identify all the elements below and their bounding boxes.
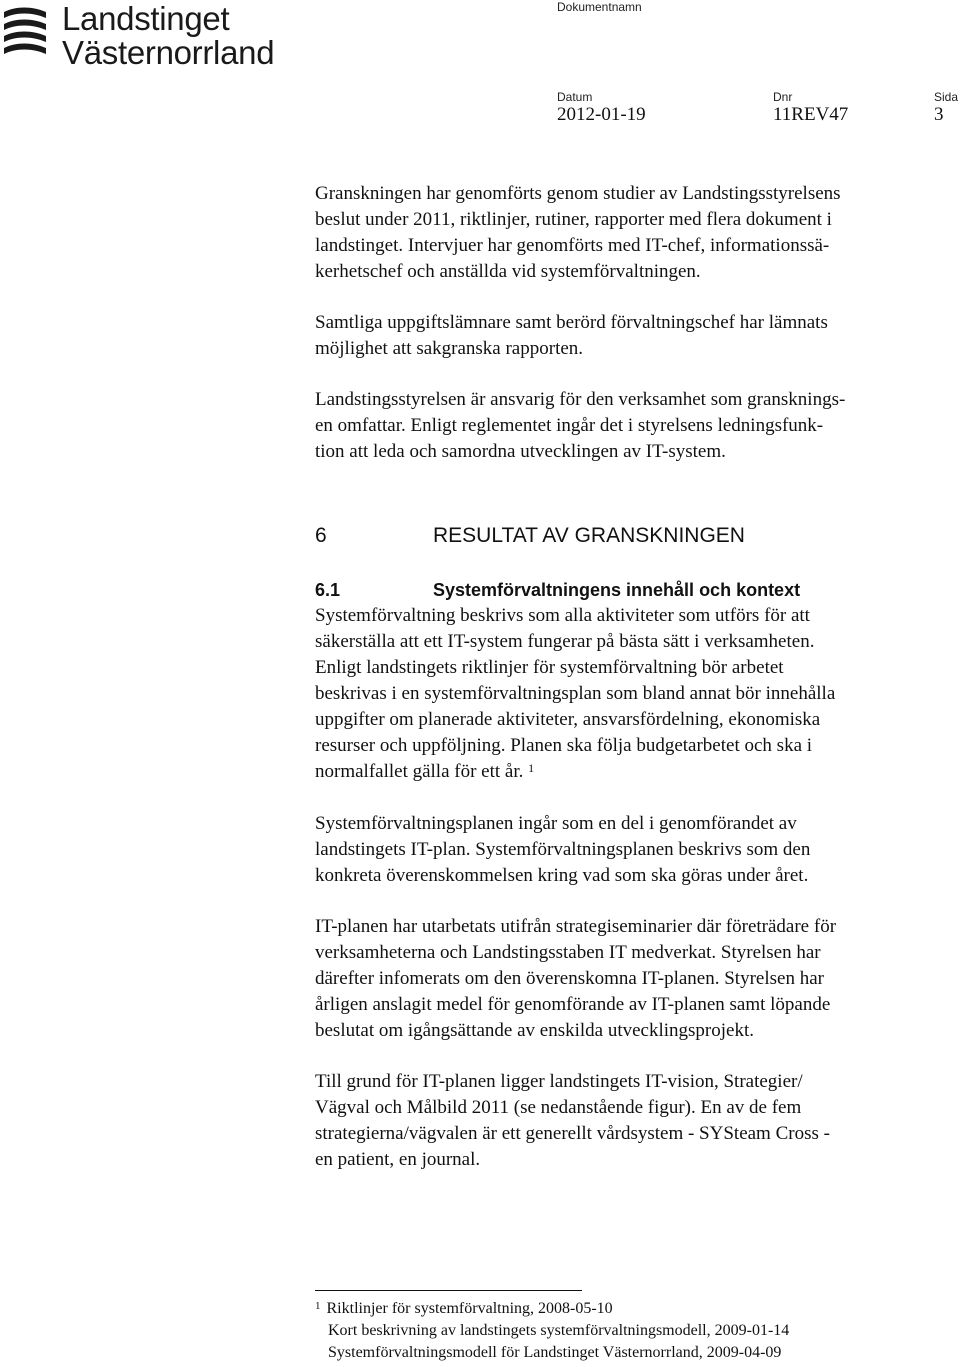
text-line [315, 759, 930, 785]
footnote-reference[interactable]: 1 [528, 761, 535, 775]
section-6-1-heading [315, 580, 800, 601]
text-line: kerhetschef och anställda vid systemförvaltningen. [315, 261, 701, 282]
logo-text-line2: Västernorrland [62, 34, 275, 71]
text-line: verksamheterna och Landstingsstaben IT medverkat. Styrelsen har [315, 942, 821, 963]
text-line: beslut under 2011, riktlinjer, rutiner, rapporter med flera dokument i [315, 209, 832, 230]
section-number: 6 [315, 524, 327, 547]
text-line: Enligt landstingets riktlinjer för systemförvaltning bör arbetet [315, 657, 784, 678]
footnote-divider [315, 1290, 582, 1291]
text-line: landstinget. Intervjuer har genomförts med IT-chef, informationssä- [315, 235, 830, 256]
section-6-1-paragraph-3 [315, 914, 930, 1044]
text-line: säkerställa att ett IT-system fungerar på bästa sätt i verksamheten. [315, 631, 815, 652]
text-line: Systemförvaltningsplanen ingår som en del i genomförandet av [315, 813, 797, 834]
section-6-1-paragraph-1 [315, 603, 930, 785]
landstinget-logo-icon [2, 4, 48, 62]
text-line: därefter infomerats om den överenskomna IT-planen. Styrelsen har [315, 968, 824, 989]
text-line: Systemförvaltning beskrivs som alla aktiviteter som utförs för att [315, 605, 810, 626]
section-6-1-paragraph-4 [315, 1069, 930, 1173]
subsection-number: 6.1 [315, 580, 341, 600]
text-line: Till grund för IT-planen ligger landstingets IT-vision, Strategier/ [315, 1071, 803, 1092]
section-6-heading [315, 524, 745, 548]
text-line: landstingets IT-plan. Systemförvaltningsplanen beskrivs som den [315, 839, 811, 860]
text-line: årligen anslagit medel för genomförande av IT-planen samt löpande [315, 994, 831, 1015]
footnote-marker: 1 [315, 1300, 321, 1312]
text-line: konkreta överenskommelsen kring vad som ska göras under året. [315, 865, 809, 886]
intro-paragraph-1 [315, 181, 930, 285]
footnote-line: Systemförvaltningsmodell för Landstinget Västernorrland, 2009-04-09 [328, 1344, 782, 1361]
text-line: Samtliga uppgiftslämnare samt berörd förvaltningschef har lämnats [315, 312, 828, 333]
text-line: Granskningen har genomförts genom studier av Landstingsstyrelsens [315, 183, 841, 204]
text-line: resurser och uppföljning. Planen ska följa budgetarbetet och ska i [315, 735, 813, 756]
date-label: Datum [557, 90, 593, 104]
text-line: en omfattar. Enligt reglementet ingår det i styrelsens ledningsfunk- [315, 415, 824, 436]
text-segment: normalfallet gälla för ett år. [315, 761, 524, 782]
dnr-label: Dnr [773, 90, 793, 104]
text-line: möjlighet att sakgranska rapporten. [315, 338, 584, 359]
section-title: RESULTAT AV GRANSKNINGEN [433, 524, 745, 547]
footnote-line [315, 1298, 789, 1320]
footnote-line: Kort beskrivning av landstingets systemförvaltningsmodell, 2009-01-14 [328, 1322, 790, 1339]
intro-paragraph-2 [315, 310, 930, 362]
document-name-label: Dokumentnamn [557, 0, 642, 14]
text-line: uppgifter om planerade aktiviteter, ansvarsfördelning, ekonomiska [315, 709, 821, 730]
text-line: beskrivas i en systemförvaltningsplan som bland annat bör innehålla [315, 683, 836, 704]
footnote-block [315, 1298, 789, 1364]
page-number: 3 [934, 104, 944, 125]
text-line: Vägval och Målbild 2011 (se nedanstående figur). En av de fem [315, 1097, 802, 1118]
text-line: tion att leda och samordna utvecklingen av IT-system. [315, 441, 726, 462]
section-6-1-paragraph-2 [315, 811, 930, 889]
subsection-title: Systemförvaltningens innehåll och kontext [433, 580, 801, 600]
text-line: strategierna/vägvalen är ett generellt vårdsystem - SYSteam Cross - [315, 1123, 830, 1144]
text-line: beslutat om igångsättande av enskilda utvecklingsprojekt. [315, 1020, 755, 1041]
text-line: IT-planen har utarbetats utifrån strategiseminarier där företrädare för [315, 916, 837, 937]
date-value: 2012-01-19 [557, 104, 646, 125]
dnr-value: 11REV47 [773, 104, 849, 125]
intro-paragraph-3 [315, 387, 930, 465]
text-line: en patient, en journal. [315, 1149, 481, 1170]
text-line: Landstingsstyrelsen är ansvarig för den verksamhet som gransknings- [315, 389, 846, 410]
footnote-text: Riktlinjer för systemförvaltning, 2008-05-10 [326, 1300, 613, 1317]
logo-text-line1: Landstinget [62, 0, 230, 37]
page-label: Sida [934, 90, 959, 104]
